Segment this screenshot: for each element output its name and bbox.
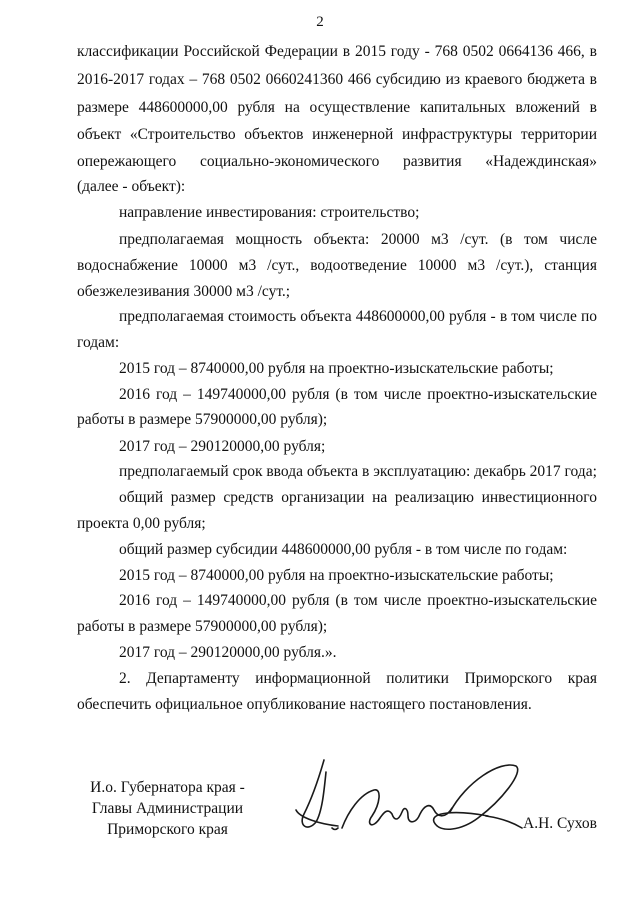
text-line: размере 448600000,00 рубля на осуществление капитальных вложений в: [77, 99, 597, 116]
text-line: 2017 год – 290120000,00 рубля;: [119, 438, 326, 455]
text-line: обезжелезивания 30000 м3 /сут.;: [77, 283, 291, 300]
text-line: водоснабжение 10000 м3 /сут., водоотведение 10000 м3 /сут.), станция: [77, 257, 597, 274]
page-number: 2: [316, 14, 324, 30]
text-line: предполагаемый срок ввода объекта в эксплуатацию: декабрь 2017 года;: [119, 463, 597, 480]
text-line: 2016 год – 149740000,00 рубля (в том числе проектно-изыскательские: [119, 592, 597, 609]
text-line: обеспечить официальное опубликование настоящего постановления.: [77, 696, 532, 713]
text-line: общий размер средств организации на реализацию инвестиционного: [119, 489, 597, 506]
text-line: общий размер субсидии 448600000,00 рубля - в том числе по годам:: [119, 541, 568, 558]
text-line: (далее - объект):: [77, 178, 186, 195]
handwritten-signature: [290, 752, 525, 862]
signatory-title-line: Главы Администрации: [91, 800, 244, 817]
text-line: 2015 год – 8740000,00 рубля на проектно-изыскательские работы;: [119, 360, 554, 377]
text-line: годам:: [77, 334, 120, 351]
text-line: 2016-2017 годах – 768 0502 0660241360 466 субсидию из краевого бюджета в: [77, 71, 597, 88]
text-line: предполагаемая мощность объекта: 20000 м3 /сут. (в том числе: [119, 231, 597, 248]
text-line: 2. Департаменту информационной политики Приморского края: [119, 670, 597, 687]
text-line: опережающего социально-экономического развития «Надеждинская»: [77, 153, 597, 170]
text-line: проекта 0,00 рубля;: [77, 515, 206, 532]
text-line: объект «Строительство объектов инженерной инфраструктуры территории: [77, 126, 597, 143]
text-line: 2016 год – 149740000,00 рубля (в том числе проектно-изыскательские: [119, 386, 597, 403]
signatory-name: А.Н. Сухов: [523, 815, 597, 832]
text-line: работы в размере 57900000,00 рубля);: [77, 618, 328, 635]
text-line: направление инвестирования: строительство;: [119, 204, 420, 221]
signatory-title-line: И.о. Губернатора края -: [90, 779, 245, 796]
text-line: предполагаемая стоимость объекта 448600000,00 рубля - в том числе по: [119, 308, 597, 325]
text-line: 2015 год – 8740000,00 рубля на проектно-изыскательские работы;: [119, 567, 554, 584]
text-line: работы в размере 57900000,00 рубля);: [77, 411, 328, 428]
text-line: 2017 год – 290120000,00 рубля.».: [119, 644, 337, 661]
text-line: классификации Российской Федерации в 2015 году - 768 0502 0664136 466, в: [77, 43, 597, 60]
signatory-title-line: Приморского края: [107, 821, 228, 838]
